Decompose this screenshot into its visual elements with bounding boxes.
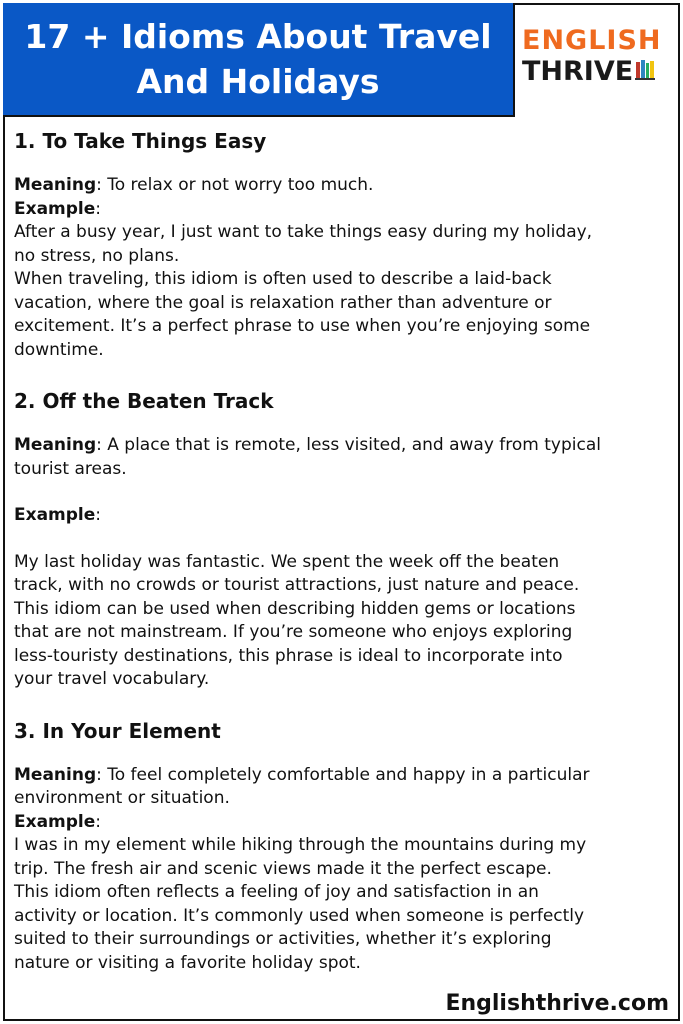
logo-text-english: ENGLISH xyxy=(522,25,662,56)
section-heading: 2. Off the Beaten Track xyxy=(14,389,274,413)
meaning-line xyxy=(14,434,669,458)
idiom-section-2 xyxy=(14,388,669,692)
example-label: Example xyxy=(14,198,96,219)
meaning-text: environment or situation. xyxy=(14,788,230,808)
example-text: trip. The fresh air and scenic views made it the perfect escape. xyxy=(14,858,552,879)
idiom-section-1 xyxy=(14,128,669,362)
example-text: less-touristy destinations, this phrase is ideal to incorporate into xyxy=(14,645,563,666)
explanation-text: When traveling, this idiom is often used to describe a laid-back xyxy=(14,269,552,289)
books-icon xyxy=(635,56,655,88)
meaning-line xyxy=(14,174,669,198)
logo-text-thrive-row xyxy=(522,56,672,88)
idiom-section-3 xyxy=(14,718,669,976)
meaning-text: : To relax or not worry too much. xyxy=(96,175,374,195)
footer-website-link[interactable]: Englishthrive.com xyxy=(445,991,669,1016)
example-text: This idiom often reflects a feeling of joy and satisfaction in an xyxy=(14,882,539,902)
example-label-line xyxy=(14,198,669,222)
example-text: no stress, no plans. xyxy=(14,245,180,266)
meaning-line xyxy=(14,764,669,788)
example-text: activity or location. It’s commonly used when someone is perfectly xyxy=(14,905,585,926)
example-label-line xyxy=(14,504,669,528)
logo-text-thrive: THRIVE xyxy=(522,56,634,87)
page-title: 17 + Idioms About Travel And Holidays xyxy=(24,17,492,101)
example-text: that are not mainstream. If you’re someone who enjoys exploring xyxy=(14,622,573,642)
article-body xyxy=(14,128,669,975)
meaning-text: : To feel completely comfortable and happy in a particular xyxy=(96,764,590,785)
section-heading: 3. In Your Element xyxy=(14,718,221,743)
meaning-text: tourist areas. xyxy=(14,458,127,479)
explanation-text: vacation, where the goal is relaxation rather than adventure or xyxy=(14,292,552,313)
example-label: Example xyxy=(14,811,96,832)
example-text: My last holiday was fantastic. We spent the week off the beaten xyxy=(14,551,560,572)
example-colon: : xyxy=(95,505,102,525)
explanation-text: downtime. xyxy=(14,339,104,360)
example-text: your travel vocabulary. xyxy=(14,669,210,689)
example-label-line xyxy=(14,811,669,835)
english-thrive-logo xyxy=(522,26,672,96)
meaning-text: : A place that is remote, less visited, and away from typical xyxy=(96,435,601,455)
meaning-label: Meaning xyxy=(14,175,97,195)
example-colon: : xyxy=(95,811,102,832)
example-text: nature or visiting a favorite holiday spot. xyxy=(14,952,361,973)
section-heading: 1. To Take Things Easy xyxy=(14,129,267,153)
example-label: Example xyxy=(14,505,96,525)
example-text: suited to their surroundings or activities, whether it’s exploring xyxy=(14,929,552,949)
example-text: track, with no crowds or tourist attractions, just nature and peace. xyxy=(14,575,580,595)
example-text: After a busy year, I just want to take things easy during my holiday, xyxy=(14,222,593,242)
title-banner xyxy=(3,3,515,117)
example-text: This idiom can be used when describing hidden gems or locations xyxy=(14,598,576,619)
example-colon: : xyxy=(95,198,102,219)
explanation-text: excitement. It’s a perfect phrase to use when you’re enjoying some xyxy=(14,316,591,336)
meaning-label: Meaning xyxy=(14,764,97,785)
example-text: I was in my element while hiking through the mountains during my xyxy=(14,835,587,855)
meaning-label: Meaning xyxy=(14,435,97,455)
